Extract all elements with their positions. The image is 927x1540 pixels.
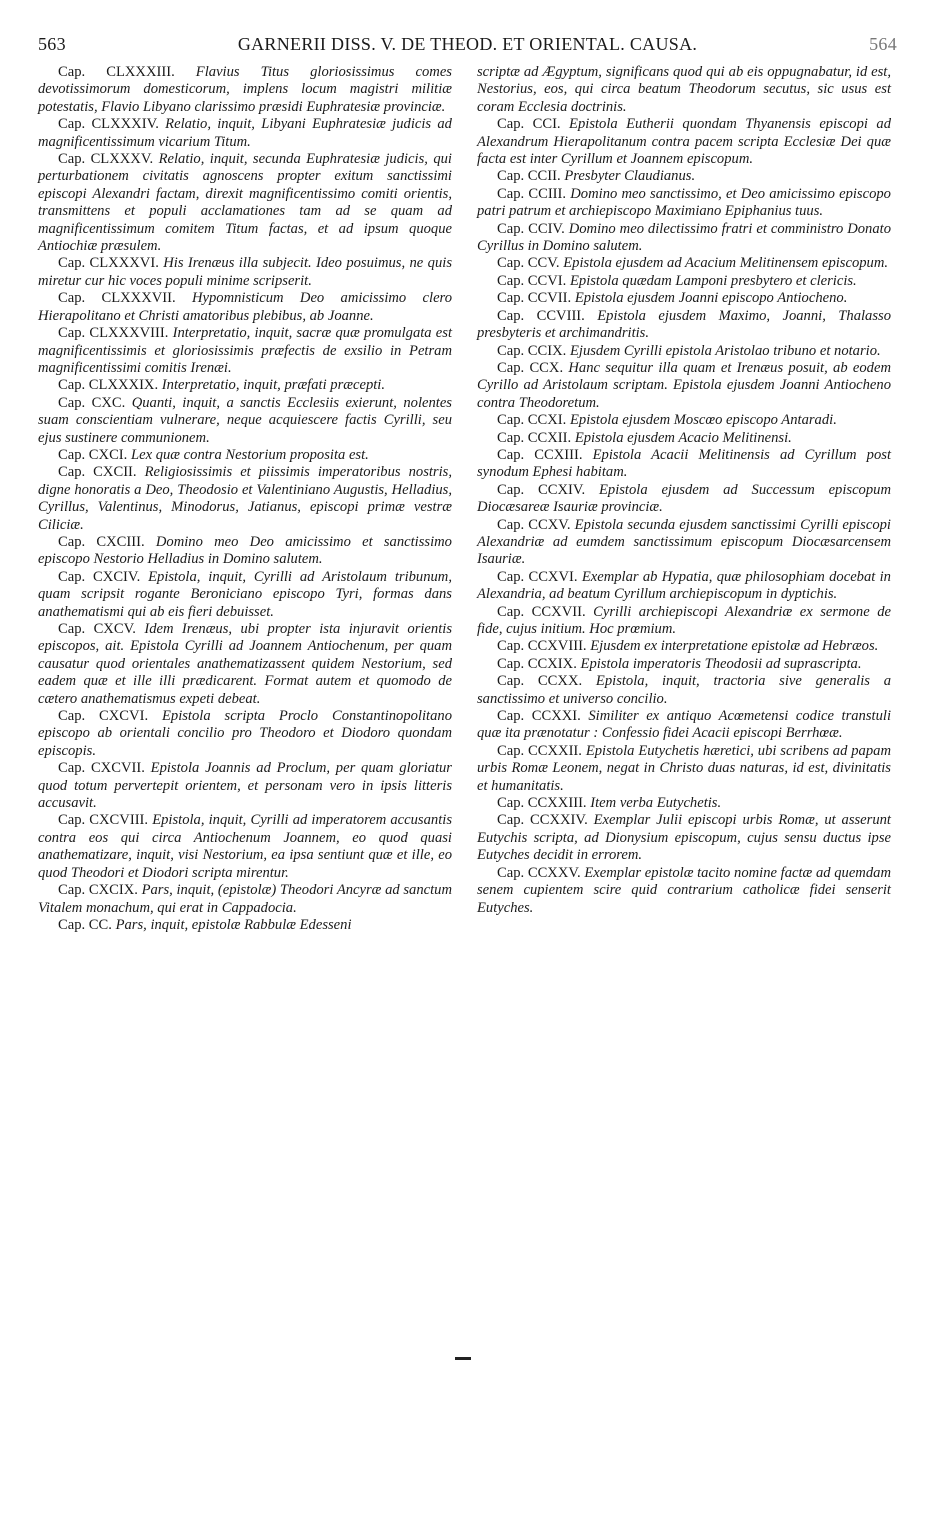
chapter-entry — [477, 186, 891, 221]
chapter-entry — [477, 638, 891, 655]
chapter-entry — [477, 290, 891, 307]
chapter-number: Cap. CC. — [58, 916, 112, 933]
chapter-entry — [477, 656, 891, 673]
chapter-number: Cap. CXCIII. — [58, 533, 145, 550]
chapter-text: Ejusdem Cyrilli epistola Aristolao tribuno et notario. — [569, 342, 881, 359]
chapter-number: Cap. CCXXIII. — [497, 795, 587, 812]
chapter-entry — [38, 882, 452, 917]
page-number-left: 563 — [38, 34, 66, 54]
chapter-number: Cap. CCII. — [497, 168, 561, 185]
chapter-entry — [477, 168, 891, 185]
chapter-number: Cap. CXCI. — [58, 446, 128, 463]
chapter-entry — [477, 255, 891, 272]
chapter-entry — [477, 412, 891, 429]
chapter-text: Lex quæ contra Nestorium proposita est. — [130, 446, 369, 463]
chapter-entry — [38, 447, 452, 464]
chapter-number: Cap. CXCVI. — [58, 708, 149, 725]
chapter-text: Quanti, inquit, a sanctis Ecclesiis exierunt, nolentes suam conscientiam vulnerare, neque acquiescere factis Cyrilli, seu ejus sustinere communionem. — [38, 394, 452, 446]
chapter-entry — [38, 395, 452, 447]
chapter-entry — [477, 865, 891, 917]
chapter-entry — [477, 517, 891, 569]
right-column — [477, 64, 891, 917]
chapter-entry — [477, 569, 891, 604]
chapter-text: Epistola ejusdem Moscœo episcopo Antaradi. — [569, 412, 837, 429]
chapter-number: Cap. CCIX. — [497, 342, 567, 359]
chapter-text: Epistola ejusdem Joanni episcopo Antiocheno. — [574, 290, 848, 307]
chapter-entry — [477, 673, 891, 708]
chapter-text: Epistola ejusdem ad Acacium Melitinensem episcopum. — [563, 255, 889, 272]
chapter-text: Hypomnisticum Deo amicissimo clero Hierapolitano et Christi amatoribus plebibus, ab Joanne. — [38, 290, 452, 324]
chapter-number: Cap. CCV. — [497, 255, 560, 272]
chapter-number: Cap. CCI. — [497, 116, 561, 133]
chapter-entry — [477, 308, 891, 343]
chapter-number: Cap. CLXXXVIII. — [58, 325, 169, 342]
chapter-text: Exemplar epistolæ tacito nomine factæ ad quemdam senem cupientem scire quid contrarium catholicæ fidei senserit Eutyches. — [477, 864, 891, 916]
chapter-number: Cap. CXC. — [58, 394, 126, 411]
chapter-number: Cap. CCXVI. — [497, 568, 578, 585]
chapter-entry — [38, 812, 452, 882]
chapter-entry — [38, 290, 452, 325]
chapter-entry — [38, 708, 452, 760]
chapter-entry — [477, 795, 891, 812]
chapter-number: Cap. CCVI. — [497, 272, 567, 289]
chapter-text: Epistola ejusdem ad Successum episcopum Diocæsareæ Isauriæ provinciæ. — [477, 481, 891, 516]
chapter-number: Cap. CCXII. — [497, 429, 572, 446]
chapter-text: Domino meo Deo amicissimo et sanctissimo episcopo Nestorio Helladius in Domino salutem. — [38, 533, 452, 568]
chapter-entry — [38, 569, 452, 621]
chapter-number: Cap. CXCIX. — [58, 882, 138, 899]
chapter-text: Relatio, inquit, secunda Euphratesiæ judicis, qui perturbationem civitatis agnoscens propter exitum sanctissimi episcopi Alexandri factam, direxit magnificentissimo comiti orientis, transmittens et populi acclamationes tam ad se quam ad magnificentissimum comitem Titum factas, et ad ipsum quoque Antiochiæ præsulem. — [38, 151, 452, 255]
chapter-text: Item verba Eutychetis. — [590, 795, 722, 812]
chapter-text: His Irenæus illa subjecit. Ideo posuimus, ne quis miretur cur hic voces populi minime scripserit. — [38, 255, 452, 289]
page-header — [38, 34, 897, 56]
chapter-entry — [477, 447, 891, 482]
chapter-text: Epistola scripta Proclo Constantinopolitano episcopo ab orientali concilio pro Theodoro et Diodoro quondam episcopis. — [38, 708, 452, 759]
chapter-text: Ejusdem ex interpretatione epistolæ ad Hebræos. — [590, 638, 879, 655]
chapter-text: Epistola, inquit, tractoria sive generalis a sanctissimo et universo concilio. — [477, 673, 892, 707]
chapter-number: Cap. CCVIII. — [497, 307, 585, 324]
chapter-number: Cap. CCXV. — [497, 516, 571, 533]
chapter-entry — [38, 255, 452, 290]
chapter-text: Interpretatio, inquit, præfati præcepti. — [161, 377, 386, 394]
chapter-text: Epistola Eutherii quondam Thyanensis episcopi ad Alexandrum Hierapolitanum contra pacem scripta Ecclesiæ Dei quæ facta est inter Cyrillum et Joannem episcopum. — [477, 116, 891, 168]
chapter-text: Epistola ejusdem Acacio Melitinensi. — [574, 429, 792, 446]
chapter-text: Similiter ex antiquo Acœmetensi codice transtuli quæ ita prænotatur : Confessio fidei Acacii episcopi Berrhœæ. — [477, 708, 891, 742]
chapter-text: Epistola Eutychetis hæretici, ubi scribens ad papam urbis Romæ Leonem, negat in Christo duas naturas, id est, divinitatis et humanitatis. — [477, 742, 891, 794]
chapter-entry — [38, 534, 452, 569]
chapter-number: Cap. CCXVII. — [497, 603, 586, 620]
chapter-number: Cap. CLXXXIV. — [58, 116, 159, 133]
chapter-text: Domino meo sanctissimo, et Deo amicissimo episcopo patri patrum et archiepiscopo Maximiano Epiphanius tuus. — [477, 185, 891, 220]
chapter-entry — [38, 621, 452, 708]
chapter-entry — [477, 273, 891, 290]
chapter-number: Cap. CXCVIII. — [58, 812, 149, 829]
chapter-entry — [477, 430, 891, 447]
chapter-number: Cap. CCXXI. — [497, 708, 581, 725]
chapter-number: Cap. CCX. — [497, 359, 564, 376]
chapter-number: Cap. CXCV. — [58, 621, 136, 637]
continuation-text: scriptæ ad Ægyptum, significans quod qui ab eis oppugnabatur, id est, Nestorius, eos, qui circa beatum Theodorum secutus, sic usus est coram Ecclesia doctrinis. — [477, 64, 891, 115]
running-title: GARNERII DISS. V. DE THEOD. ET ORIENTAL. CAUSA. — [237, 34, 698, 54]
chapter-entry — [38, 760, 452, 812]
chapter-text: Epistola, inquit, Cyrilli ad Aristolaum tribunum, quam scripsit rogante Beroniciano episcopo Tyri, formas dans anathematismi qui ab eis fieri debuisset. — [38, 568, 452, 620]
chapter-text: Relatio, inquit, Libyani Euphratesiæ judicis ad magnificentissimum vicarium Titum. — [38, 116, 452, 150]
chapter-number: Cap. CCVII. — [497, 290, 572, 307]
chapter-text: Interpretatio, inquit, sacræ quæ promulgata est magnificentissimis et gloriosissimis præfectis de exsilio in Petram magnificentissimi comitis Irenæi. — [38, 325, 453, 376]
chapter-number: Cap. CCXXIV. — [497, 812, 588, 829]
chapter-number: Cap. CXCIV. — [58, 568, 141, 585]
chapter-number: Cap. CCXX. — [497, 673, 583, 690]
chapter-text: Exemplar ab Hypatia, quæ philosophiam docebat in Alexandria, ad beatum Cyrillum archiepiscopum in dyptichis. — [477, 568, 891, 603]
chapter-text: Idem Irenæus, ubi propter ista injuravit orientis episcopos, ait. Epistola Cyrilli ad Joannem Antiochenum, per quam causatur quod orientales anathematizassent quidem Nestorium, sed eadem quæ et ille illi prædicarent. Format autem et quomodo de cætero anathematismus expeti debeat. — [38, 621, 452, 707]
chapter-text: Epistola Acacii Melitinensis ad Cyrillum post synodum Ephesi habitam. — [477, 446, 892, 481]
chapter-number: Cap. CLXXXV. — [58, 151, 154, 168]
chapter-text: Exemplar Julii episcopi urbis Romæ, ut asserunt Eutychis scripta, ad Dionysium episcopum, cujus sensu ductus ipse Eutyches decidit in errorem. — [477, 812, 891, 864]
chapter-number: Cap. CCXVIII. — [497, 638, 587, 655]
chapter-text: Epistola, inquit, Cyrilli ad imperatorem accusantis contra eos qui circa Antiochenum Joannem, eo quod quasi anathematizare, inquit, visi Nestorium, ea ipsa sentiunt quæ et ille, eo quod Theodori et Diodori scripta mirentur. — [38, 812, 452, 881]
page-number-right: 564 — [869, 34, 897, 54]
chapter-number: Cap. CLXXXVII. — [58, 290, 176, 307]
footer-rule — [455, 1357, 471, 1360]
chapter-entry — [477, 743, 891, 795]
chapter-entry — [38, 377, 452, 394]
chapter-entry — [477, 343, 891, 360]
chapter-text: Presbyter Claudianus. — [564, 168, 696, 185]
chapter-number: Cap. CCIII. — [497, 185, 567, 202]
continuation-paragraph — [477, 64, 891, 116]
left-column — [38, 64, 452, 934]
chapter-number: Cap. CXCVII. — [58, 760, 145, 777]
chapter-text: Pars, inquit, (epistolæ) Theodori Ancyræ ad sanctum Vitalem monachum, qui erat in Cappadocia. — [38, 882, 452, 916]
chapter-text: Flavius Titus gloriosissimus comes devotissimorum domesticorum, implens locum magistri militiæ potestatis, Flavio Libyano clarissimo præsidi Euphratesiæ provinciæ. — [38, 64, 452, 115]
chapter-text: Epistola imperatoris Theodosii ad suprascripta. — [580, 655, 862, 672]
chapter-number: Cap. CCXIV. — [497, 481, 586, 498]
chapter-number: Cap. CCXIII. — [497, 446, 583, 463]
chapter-number: Cap. CLXXXIII. — [58, 64, 175, 80]
chapter-text: Pars, inquit, epistolæ Rabbulæ Edesseni — [115, 916, 352, 933]
chapter-entry — [38, 116, 452, 151]
chapter-entry — [477, 221, 891, 256]
chapter-text: Epistola Joannis ad Proclum, per quam gloriatur quod totum pervertерit orientem, et personam vero in ipsis litteris accusavit. — [38, 760, 452, 812]
chapter-text: Cyrilli archiepiscopi Alexandriæ ex sermone de fide, cujus initium. Hoc prœmium. — [477, 603, 891, 637]
chapter-text: Hanc sequitur illa quam et Irenæus posuit, ab eodem Cyrillo ad Aristolaum scriptam. Epistola ejusdem Joanni Antiocheno contra Theodoretum. — [477, 359, 891, 411]
chapter-entry — [477, 482, 891, 517]
chapter-entry — [477, 116, 891, 168]
chapter-number: Cap. CCIV. — [497, 220, 565, 237]
chapter-entry — [38, 151, 452, 255]
chapter-entry — [477, 360, 891, 412]
chapter-text: Epistola secunda ejusdem sanctissimi Cyrilli episcopi Alexandriæ ad eumdem sanctissimum episcopum Diocæsarcensem Isauriæ. — [477, 516, 891, 568]
chapter-entry — [477, 812, 891, 864]
chapter-entry — [38, 64, 452, 116]
chapter-number: Cap. CXCII. — [58, 464, 137, 481]
chapter-text: Epistola quædam Lamponi presbytero et clericis. — [569, 272, 857, 289]
chapter-number: Cap. CCXXV. — [497, 864, 581, 881]
chapter-entry — [38, 325, 452, 377]
chapter-number: Cap. CCXI. — [497, 412, 567, 429]
chapter-text: Religiosissimis et piissimis imperatoribus nostris, digne honoratis a Deo, Theodosio et Valentiniano Augustis, Helladius, Cyrillus, Valentinus, Minodorus, Jatianus, episcopi primæ vestræ Ciliciæ. — [38, 464, 452, 533]
chapter-number: Cap. CLXXXVI. — [58, 255, 159, 272]
chapter-number: Cap. CLXXXIX. — [58, 377, 159, 394]
chapter-text: Epistola ejusdem Maximo, Joanni, Thalasso presbyteris et archimandritis. — [477, 307, 891, 342]
chapter-text: Domino meo dilectissimo fratri et comministro Donato Cyrillus in Domino salutem. — [477, 220, 891, 255]
chapter-entry — [38, 917, 452, 934]
chapter-entry — [38, 464, 452, 534]
chapter-entry — [477, 604, 891, 639]
chapter-number: Cap. CCXIX. — [497, 655, 577, 672]
chapter-number: Cap. CCXXII. — [497, 742, 582, 759]
chapter-entry — [477, 708, 891, 743]
